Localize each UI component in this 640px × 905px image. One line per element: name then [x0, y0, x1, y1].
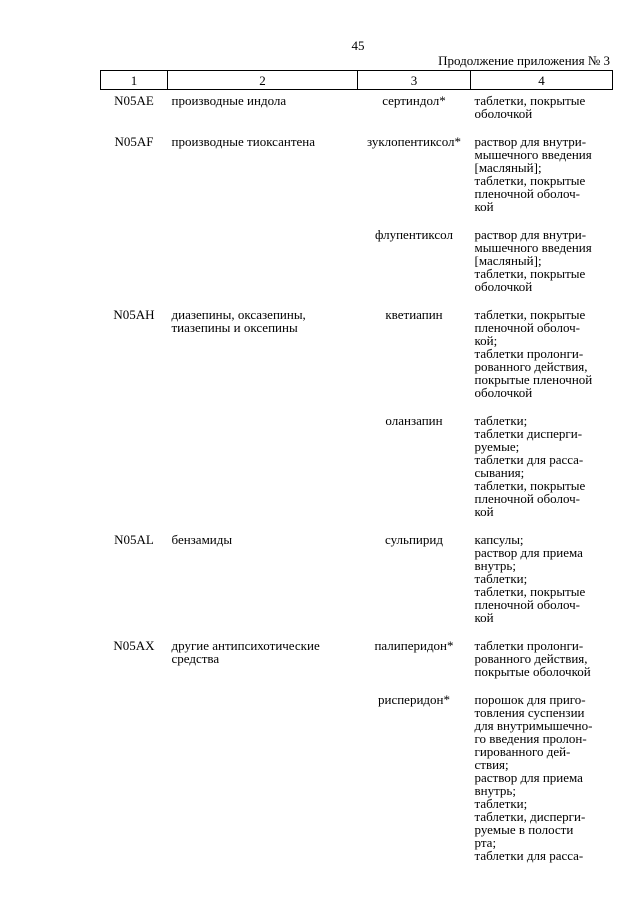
dosage-form-line: кой;: [474, 333, 498, 348]
drug-name-cell: оланзапин: [385, 413, 443, 428]
dosage-form-line: ствия;: [474, 757, 509, 772]
atc-code-cell: [101, 410, 168, 529]
dosage-form-line: таблетки;: [474, 413, 528, 428]
pharmacological-group-cell: [168, 410, 358, 529]
atc-code-cell: N05AE: [114, 93, 154, 108]
table-row: [101, 529, 613, 635]
dosage-form-line: таблетки, покрытые: [474, 266, 586, 281]
header-col-3: 3: [358, 71, 471, 90]
atc-code-cell: [101, 224, 168, 304]
atc-code-cell: N05AL: [114, 532, 154, 547]
dosage-form-cell: [471, 90, 613, 132]
dosage-form-line: сывания;: [474, 465, 525, 480]
atc-code-cell: N05AH: [113, 307, 155, 322]
dosage-form-line: пленочной оболоч-: [474, 186, 580, 201]
dosage-form-line: товления суспензии: [474, 705, 585, 720]
dosage-form-line: рованного действия,: [474, 651, 588, 666]
group-text-line: бензамиды: [171, 532, 233, 547]
dosage-form-line: таблетки для расса-: [474, 452, 584, 467]
dosage-form-line: оболочкой: [474, 106, 533, 121]
dosage-form-line: раствор для внутри-: [474, 227, 587, 242]
dosage-form-line: раствор для приема: [474, 545, 583, 560]
dosage-form-cell: [471, 304, 613, 410]
dosage-form-line: таблетки пролонги-: [474, 346, 584, 361]
dosage-form-cell: [471, 635, 613, 689]
dosage-form-line: оболочкой: [474, 279, 533, 294]
dosage-form-line: руемые в полости: [474, 822, 574, 837]
drug-name-cell: палиперидон*: [374, 638, 454, 653]
table-row: [101, 410, 613, 529]
dosage-form-line: таблетки;: [474, 796, 528, 811]
dosage-form-cell: [471, 529, 613, 635]
header-col-4: 4: [471, 71, 613, 90]
pharmacological-group-cell: [168, 224, 358, 304]
drug-name-cell: флупентиксол: [375, 227, 453, 242]
dosage-form-line: рованного действия,: [474, 359, 588, 374]
dosage-form-line: пленочной оболоч-: [474, 320, 580, 335]
dosage-form-line: пленочной оболоч-: [474, 597, 580, 612]
pharmacological-group-cell: [168, 635, 358, 689]
dosage-form-line: руемые;: [474, 439, 520, 454]
table-row: [101, 304, 613, 410]
dosage-form-line: капсулы;: [474, 532, 524, 547]
dosage-form-line: [масляный];: [474, 253, 542, 268]
drug-name-cell: сертиндол*: [382, 93, 446, 108]
pharmacological-group-cell: [168, 90, 358, 132]
pharmacological-group-cell: [168, 304, 358, 410]
drug-name-cell: сульпирид: [385, 532, 443, 547]
dosage-form-line: таблетки, покрытые: [474, 173, 586, 188]
dosage-form-cell: [471, 410, 613, 529]
table-header-row: [101, 71, 613, 90]
dosage-form-line: мышечного введения: [474, 240, 592, 255]
pharmacological-group-cell: [168, 131, 358, 224]
header-col-1: 1: [101, 71, 168, 90]
group-text-line: диазепины, оксазепины,: [171, 307, 306, 322]
drug-table: [100, 70, 613, 873]
dosage-form-line: таблетки, покрытые: [474, 584, 586, 599]
group-text-line: производные тиоксантена: [171, 134, 316, 149]
dosage-form-line: внутрь;: [474, 783, 516, 798]
dosage-form-line: таблетки, дисперги-: [474, 809, 586, 824]
dosage-form-line: таблетки дисперги-: [474, 426, 583, 441]
page-number: 45: [351, 38, 365, 53]
dosage-form-line: таблетки для расса-: [474, 848, 584, 863]
pharmacological-group-cell: [168, 689, 358, 873]
dosage-form-line: кой: [474, 504, 494, 519]
dosage-form-line: таблетки, покрытые: [474, 93, 586, 108]
group-text-line: производные индола: [171, 93, 287, 108]
dosage-form-line: покрытые пленочной: [474, 372, 593, 387]
dosage-form-line: кой: [474, 610, 494, 625]
dosage-form-cell: [471, 224, 613, 304]
dosage-form-line: таблетки;: [474, 571, 528, 586]
dosage-form-line: го введения пролон-: [474, 731, 587, 746]
appendix-continuation-label: Продолжение приложения № 3: [438, 53, 610, 68]
table-body: [101, 90, 613, 874]
dosage-form-line: таблетки пролонги-: [474, 638, 584, 653]
drug-name-cell: рисперидон*: [378, 692, 450, 707]
table-row: [101, 635, 613, 689]
dosage-form-line: пленочной оболоч-: [474, 491, 580, 506]
dosage-form-line: покрытые оболочкой: [474, 664, 591, 679]
group-text-line: тиазепины и оксепины: [171, 320, 298, 335]
dosage-form-line: оболочкой: [474, 385, 533, 400]
table-row: [101, 90, 613, 132]
atc-code-cell: N05AF: [114, 134, 154, 149]
drug-name-cell: зуклопентиксол*: [366, 134, 462, 149]
atc-code-cell: [101, 689, 168, 873]
dosage-form-line: [масляный];: [474, 160, 542, 175]
dosage-form-line: внутрь;: [474, 558, 516, 573]
dosage-form-line: порошок для приго-: [474, 692, 586, 707]
dosage-form-line: раствор для внутри-: [474, 134, 587, 149]
dosage-form-cell: [471, 131, 613, 224]
header-col-2: 2: [168, 71, 358, 90]
dosage-form-cell: [471, 689, 613, 873]
dosage-form-line: гированного дей-: [474, 744, 571, 759]
table-row: [101, 131, 613, 224]
pharmacological-group-cell: [168, 529, 358, 635]
dosage-form-line: рта;: [474, 835, 497, 850]
dosage-form-line: раствор для приема: [474, 770, 583, 785]
dosage-form-line: таблетки, покрытые: [474, 478, 586, 493]
dosage-form-line: таблетки, покрытые: [474, 307, 586, 322]
dosage-form-line: кой: [474, 199, 494, 214]
group-text-line: средства: [171, 651, 220, 666]
table-row: [101, 689, 613, 873]
atc-code-cell: N05AX: [113, 638, 155, 653]
table-row: [101, 224, 613, 304]
drug-name-cell: кветиапин: [385, 307, 443, 322]
dosage-form-line: мышечного введения: [474, 147, 592, 162]
group-text-line: другие антипсихотические: [171, 638, 320, 653]
dosage-form-line: для внутримышечно-: [474, 718, 593, 733]
